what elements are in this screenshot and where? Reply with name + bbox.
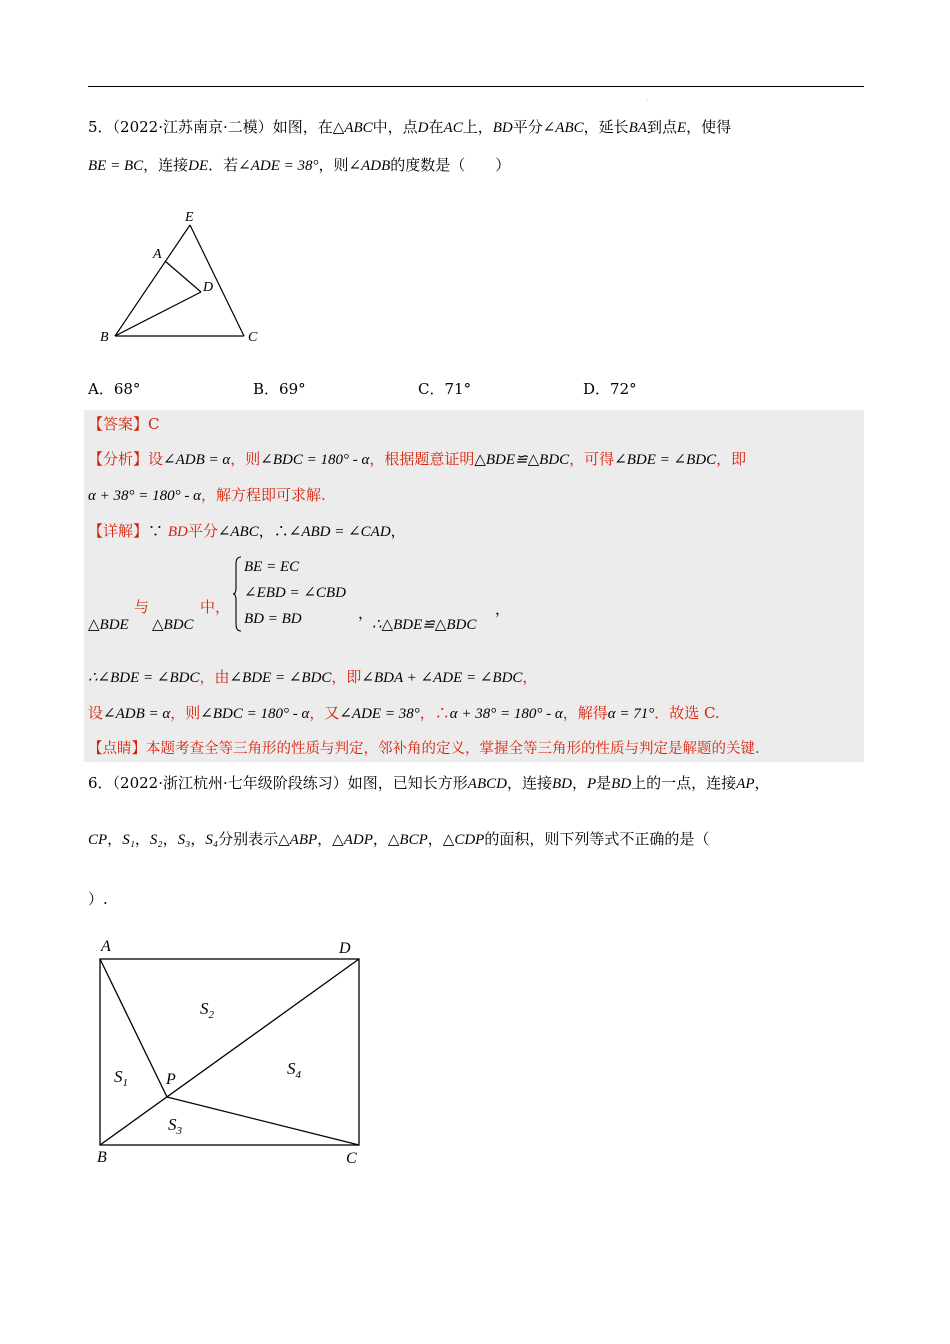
step-math: α = 71° [607,706,655,722]
analysis-math: ∠BDC = 180° - α [260,452,370,468]
q6-math: △CDP [442,832,485,848]
step-text: ，解得 [562,704,608,722]
answer-line [88,413,160,435]
analysis-math: ∠ADB = α [163,452,231,468]
q6-math: P [586,776,597,792]
step-text: ，由 [199,668,230,686]
q6-text: 如图，已知长方形 [347,774,468,792]
detail-tag: 【详解】 [88,522,149,540]
q6-text: 的面积，则下列等式不正确的是（ [484,830,710,848]
analysis-math: △BDE≌△BDC [474,452,570,468]
q5-math: AC [443,120,463,136]
sys-eq-3: BD = BD [244,611,302,627]
q5-line-1 [88,116,731,139]
step-line-2 [88,702,720,725]
detail-math: BD [167,524,188,540]
step-text: ．故选 C. [654,704,720,722]
q6-figure [90,930,380,1170]
segment-be [115,225,190,336]
label-c: C [346,1150,357,1167]
choice-value: 69° [279,380,306,398]
in-comma2: ， [495,600,511,618]
q5-math: DE [188,158,209,174]
q6-math: S₄ [205,832,219,848]
choice-a[interactable] [88,378,140,400]
header-dot: . [646,95,648,102]
comment-line [88,738,760,760]
q6-text: 分别表示 [218,830,279,848]
segment-bd [115,292,201,336]
analysis-tag: 【分析】 [88,450,149,468]
q6-math: AP [736,776,755,792]
choice-value: 71° [444,380,472,398]
answer-tag: 【答案】 [88,415,149,433]
segment-cp [167,1097,359,1145]
q5-math: E [677,120,687,136]
analysis-text: 设 [148,450,164,468]
q5-text: 如图，在 [272,118,333,136]
step-text: ，即 [331,668,362,686]
analysis-text: ，则 [230,450,261,468]
q5-math: ∠ADB [348,158,391,174]
q5-math: BA [628,120,647,136]
choice-value: 68° [113,380,141,398]
step-text: ，∴ [419,704,450,722]
step-math: ∠BDC = 180° - α [200,706,310,722]
label-b: B [100,330,109,345]
q5-number: 5． [88,118,113,136]
q5-source: （2022·江苏南京·二模） [112,118,273,136]
q6-math: S₁ [122,832,135,848]
detail-line-1 [88,520,406,543]
label-e: E [185,210,194,225]
sys-eq-2: ∠EBD = ∠CBD [244,585,346,601]
answer-value: C [148,415,160,433]
diagonal-bd [100,959,359,1145]
analysis-text: ，根据题意证明 [369,450,475,468]
q6-text: ， [571,774,587,792]
in-tri2: △BDC [152,617,194,633]
area-label-s2: $S_2$ [200,999,214,1021]
detail-math: ∵ [148,522,164,540]
choice-b[interactable] [253,378,306,400]
in-concl: ∴△BDE≌△BDC [372,617,477,633]
choice-key: B． [253,380,280,398]
detail-math: ∠ABD = ∠CAD [288,524,391,540]
q6-text: ，连接 [506,774,552,792]
label-d: D [339,940,351,957]
analysis-math: ∠BDE = ∠BDC [614,452,717,468]
q5-figure [90,205,270,350]
label-d: D [203,280,214,295]
q5-math: ∠ADE = 38° [238,158,319,174]
choice-key: D． [583,380,611,398]
q5-line-2 [88,154,510,177]
q6-line-1 [88,772,770,795]
analysis-text: ，即 [716,450,747,468]
label-a: A [101,938,111,955]
detail-text: ， [390,522,406,540]
analysis-line-1 [88,448,746,471]
q6-text: ， [754,774,770,792]
q6-math: S₃ [177,832,191,848]
q5-text: 中，点 [372,118,418,136]
q5-text: ，则 [318,156,349,174]
label-c: C [248,330,258,345]
q5-choices [88,378,688,400]
detail-math: ∠ABC [217,524,259,540]
q6-number: 6． [88,774,113,792]
q5-math: BE = BC [88,158,144,174]
q6-text: ， [134,830,150,848]
step-math: ∠BDE = ∠BDC [229,670,332,686]
in-mid: 中， [200,598,231,616]
system-brace [232,556,242,632]
segment-ap [100,959,167,1097]
q6-text: ， [317,830,333,848]
q5-text: 上， [462,118,493,136]
q6-math: CP [88,832,108,848]
sys-eq-1: BE = EC [244,559,300,575]
step-math: α + 38° = 180° - α [449,706,563,722]
q5-text: 到点 [646,118,677,136]
analysis-text: ，可得 [569,450,615,468]
comment-text: 本题考查全等三角形的性质与判定，邻补角的定义，掌握全等三角形的性质与判定是解题的关键. [146,741,760,757]
q5-math: BD [492,120,513,136]
analysis-text: ，解方程即可求解. [200,486,326,504]
q6-math: BD [611,776,632,792]
q6-math: BD [551,776,572,792]
in-with: 与 [134,598,150,616]
area-label-s1: $S_1$ [114,1067,128,1089]
choice-key: C． [418,380,445,398]
detail-text: 平分 [187,522,218,540]
q5-text: 平分 [512,118,543,136]
label-a: A [153,247,162,262]
header-rule [88,86,864,87]
comment-tag: 【点睛】 [88,741,146,757]
step-math: ∠ADB = α [103,706,171,722]
step-line-1 [88,666,537,689]
q6-text: ， [427,830,443,848]
step-math: ∠ADE = 38° [339,706,420,722]
choice-c[interactable] [418,378,471,400]
q5-text: ，延长 [583,118,629,136]
q5-text: ，连接 [143,156,189,174]
q5-text: ，使得 [686,118,732,136]
q6-line-3: ）. [88,890,108,908]
label-b: B [97,1149,107,1166]
analysis-math: α + 38° = 180° - α [88,488,201,504]
in-tri1: △BDE [88,617,129,633]
step-text: ，又 [309,704,340,722]
q6-text: 上的一点，连接 [631,774,737,792]
step-text: ， [522,668,538,686]
q5-text: 的度数是（ ） [390,156,511,174]
q5-text: 在 [428,118,444,136]
q6-text: 是 [596,774,612,792]
q6-text: ， [162,830,178,848]
label-p: P [166,1071,176,1088]
q5-math: △ABC [332,120,373,136]
step-math: ∴∠BDE = ∠BDC [88,670,200,686]
step-math: ∠BDA + ∠ADE = ∠BDC [361,670,523,686]
q6-source: （2022·浙江杭州·七年级阶段练习） [112,774,348,792]
step-text: ，则 [170,704,201,722]
in-comma: ， [358,604,374,622]
step-text: 设 [88,704,104,722]
area-label-s4: $S_4$ [287,1059,301,1081]
segment-ec-line [190,225,244,336]
analysis-line-2 [88,484,326,507]
q6-math: △ABP [278,832,318,848]
area-label-s3: $S_3$ [168,1115,182,1137]
choice-value: 72° [610,380,637,398]
detail-text: ，∴ [258,522,289,540]
q6-line-2 [88,828,709,851]
q6-math: ABCD [467,776,507,792]
q6-math: △BCP [387,832,428,848]
choice-d[interactable] [583,378,637,400]
choice-key: A． [88,380,114,398]
q5-text: ．若 [208,156,239,174]
q5-math: D [417,120,429,136]
q6-text: ， [107,830,123,848]
segment-ad [165,261,201,292]
q6-math: S₂ [149,832,163,848]
q5-math: ∠ABC [542,120,584,136]
q6-text: ， [190,830,206,848]
q6-text: ， [372,830,388,848]
q6-math: △ADP [332,832,373,848]
